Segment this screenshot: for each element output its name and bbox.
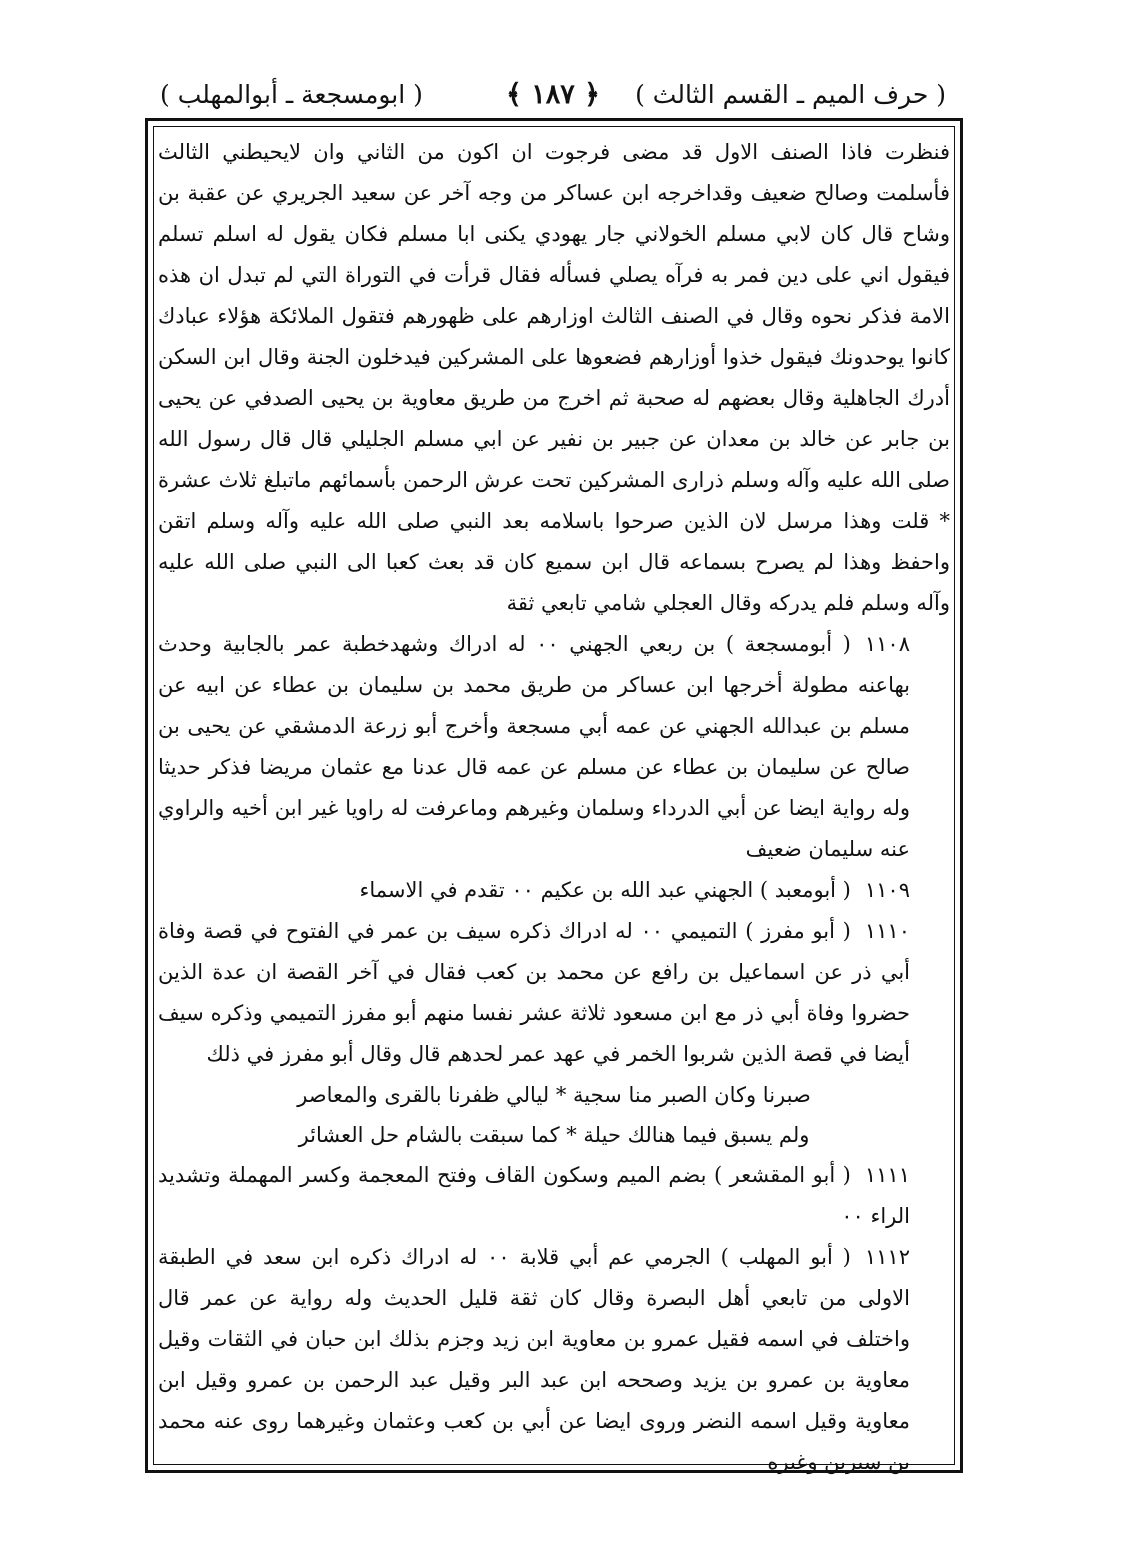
header-entry-range: ( ابومسجعة ـ أبوالمهلب ) — [160, 80, 423, 109]
entry-number: ١١٠٩ — [864, 878, 910, 902]
entry-1111 — [158, 1155, 950, 1237]
entry-text: ( أبو مفرز ) التميمي ٠٠ له ادراك ذكره سيف بن عمر في الفتوح في قصة وفاة أبي ذر عن اسماعيل بن رافع عن محمد بن كعب فقال في آخر القصة ان عدة الذين حضروا وفاة أبي ذر مع ابن مسعود ثلاثة عشر نفسا منهم أبو مفرز التميمي وذكره سيف أيضا في قصة الذين شربوا الخمر في عهد عمر لحدهم قال وقال أبو مفرز في ذلك — [158, 919, 910, 1066]
header-section-title: ( حرف الميم ـ القسم الثالث ) — [635, 80, 946, 109]
entry-text: ( أبومعبد ) الجهني عبد الله بن عكيم ٠٠ تقدم في الاسماء — [359, 878, 851, 902]
poem — [158, 1075, 950, 1155]
entry-1112 — [158, 1237, 950, 1483]
entry-1110 — [158, 911, 950, 1075]
page-header — [160, 78, 946, 112]
entry-1108 — [158, 624, 950, 870]
entry-number: ١١١٠ — [864, 919, 910, 943]
entry-number: ١١٠٨ — [864, 632, 910, 656]
page-body — [158, 132, 950, 1483]
poem-line: صبرنا وكان الصبر منا سجية * ليالي ظفرنا بالقرى والمعاصر — [297, 1083, 811, 1107]
entry-number: ١١١٢ — [864, 1245, 910, 1269]
poem-line: ولم يسبق فيما هنالك حيلة * كما سبقت بالشام حل العشائر — [298, 1123, 810, 1147]
entry-text: ( أبومسجعة ) بن ربعي الجهني ٠٠ له ادراك وشهدخطبة عمر بالجابية وحدث بهاعنه مطولة أخرجها ابن عساكر من طريق محمد بن سليمان بن عطاء عن ابيه عن مسلم بن عبدالله الجهني عن عمه أبي مسجعة وأخرج أبو زرعة الدمشقي عن يحيى بن صالح عن سليمان بن عطاء عن مسلم عن عمه قال عدنا مع عثمان مريضا فذكر حديثا وله رواية ايضا عن أبي الدرداء وسلمان وغيرهم وماعرفت له راويا غير ابن أخيه والراوي عنه سليمان ضعيف — [158, 632, 910, 861]
entry-1109 — [158, 870, 950, 911]
entry-text: ( أبو المهلب ) الجرمي عم أبي قلابة ٠٠ له ادراك ذكره ابن سعد في الطبقة الاولى من تابعي أهل البصرة وقال كان ثقة قليل الحديث وله رواية عن عمر قال واختلف في اسمه فقيل عمرو بن معاوية ابن زيد وجزم بذلك ابن حبان في الثقات وقيل معاوية بن عمرو بن يزيد وصححه ابن عبد البر وقيل عبد الرحمن بن عمرو وقيل ابن معاوية وقيل اسمه النضر وروى ايضا عن أبي بن كعب وعثمان وغيرهما روى عنه محمد بن سيرين وغيره — [158, 1245, 910, 1474]
intro-paragraph: فنظرت فاذا الصنف الاول قد مضى فرجوت ان اكون من الثاني وان لايحيطني الثالث فأسلمت وصالح ضعيف وقداخرجه ابن عساكر من وجه آخر عن سعيد الجريري عن عقبة بن وشاح قال كان لابي مسلم الخولاني جار يهودي يكنى ابا مسلم فكان يقول له اسلم تسلم فيقول اني على دين فمر به فرآه يصلي فسأله فقال قرأت في التوراة التي لم تبدل ان هذه الامة فذكر نحوه وقال في الصنف الثالث اوزارهم على ظهورهم فتقول الملائكة هؤلاء عبادك كانوا يوحدونك فيقول خذوا أوزارهم فضعوها على المشركين فيدخلون الجنة وقال ابن السكن أدرك الجاهلية وقال بعضهم له صحبة ثم اخرج من طريق معاوية بن يحيى الصدفي عن يحيى بن جابر عن خالد بن معدان عن جبير بن نفير عن ابي مسلم الجليلي قال قال رسول الله صلى الله عليه وآله وسلم ذرارى المشركين تحت عرش الرحمن بأسمائهم ماتبلغ ثلاث عشرة * قلت وهذا مرسل لان الذين صرحوا باسلامه بعد النبي صلى الله عليه وآله وسلم اتقن واحفظ وهذا لم يصرح بسماعه قال ابن سميع كان قد بعث كعبا الى النبي صلى الله عليه وآله وسلم فلم يدركه وقال العجلي شامي تابعي ثقة — [158, 140, 950, 615]
entry-text: ( أبو المقشعر ) بضم الميم وسكون القاف وفتح المعجمة وكسر المهملة وتشديد الراء ٠٠ — [158, 1163, 910, 1228]
page-number: ﴿ ١٨٧ ﴾ — [506, 79, 600, 110]
entry-number: ١١١١ — [864, 1163, 910, 1187]
